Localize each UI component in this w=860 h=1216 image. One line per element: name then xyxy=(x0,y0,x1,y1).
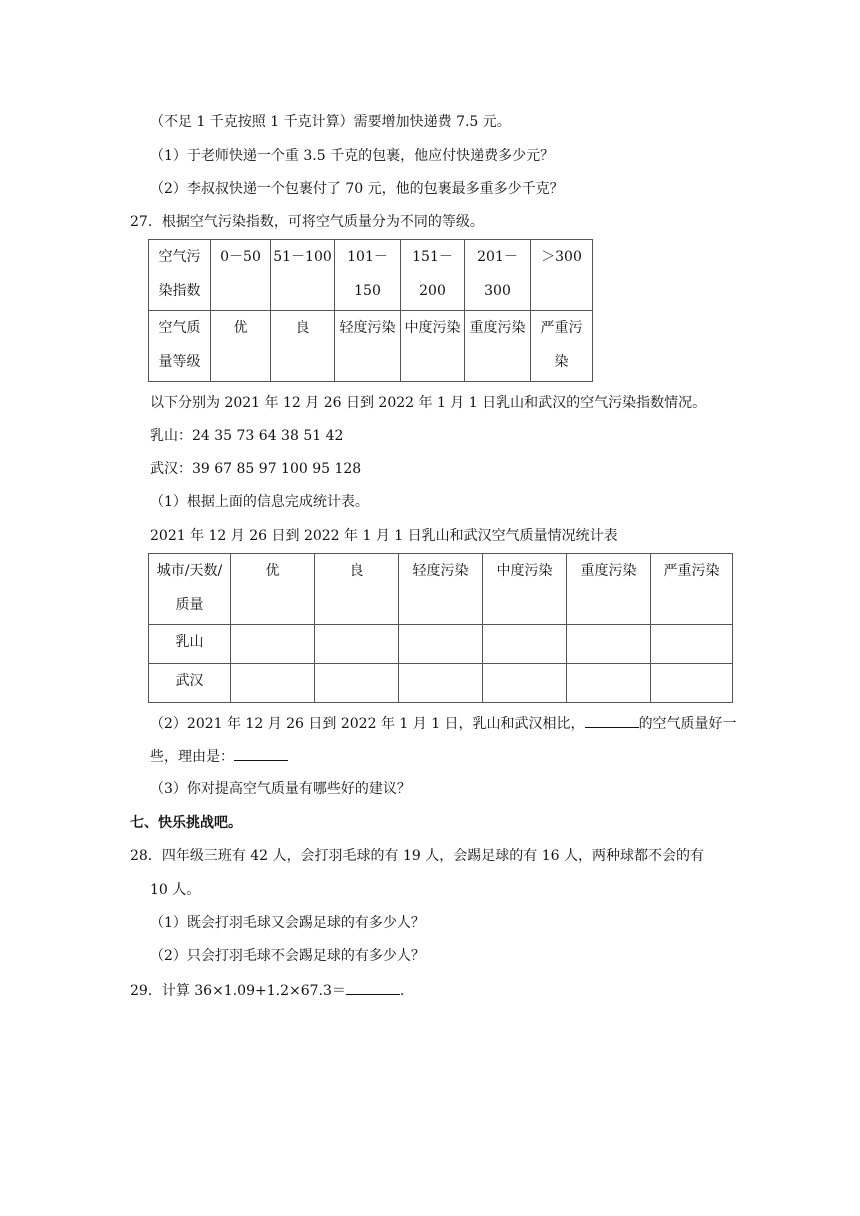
stats-column-header: 优 xyxy=(231,554,315,625)
q28-sub2: （2）只会打羽毛球不会踢足球的有多少人？ xyxy=(150,948,425,964)
q28-stem-line2: 10 人。 xyxy=(150,882,201,898)
level-cell: 轻度污染 xyxy=(335,311,401,382)
level-header-line1: 空气质 xyxy=(158,320,201,336)
wuhan-data: 武汉：39 67 85 97 100 95 128 xyxy=(150,461,362,477)
stats-table-title: 2021 年 12 月 26 日到 2022 年 1 月 1 日乳山和武汉空气质量情况统计表 xyxy=(150,528,618,544)
index-header-line2: 染指数 xyxy=(158,283,201,299)
level-cell: 良 xyxy=(271,311,335,382)
quality-level-row xyxy=(149,311,593,382)
index-header-cell xyxy=(149,240,211,311)
index-range-cell: ＞300 xyxy=(531,240,593,311)
answer-blank-city[interactable] xyxy=(585,713,639,728)
answer-cell[interactable] xyxy=(567,664,651,703)
level-cell: 重度污染 xyxy=(465,311,531,382)
stats-column-header: 中度污染 xyxy=(483,554,567,625)
index-header-line1: 空气污 xyxy=(158,249,201,265)
pollution-index-row xyxy=(149,240,593,311)
answer-cell[interactable] xyxy=(231,664,315,703)
answer-cell[interactable] xyxy=(483,625,567,664)
answer-cell[interactable] xyxy=(315,625,399,664)
q27-sub2-text-b: 的空气质量好一 xyxy=(638,716,737,732)
stats-row-wuhan xyxy=(149,664,733,703)
answer-blank-q29[interactable] xyxy=(346,980,400,995)
corner-line1: 城市/天数/ xyxy=(156,563,223,579)
stats-column-header: 重度污染 xyxy=(567,554,651,625)
index-range-cell: 0－50 xyxy=(211,240,271,311)
corner-line2: 质量 xyxy=(175,597,204,613)
answer-cell[interactable] xyxy=(483,664,567,703)
index-range-cell: 51－100 xyxy=(271,240,335,311)
section-7-title: 七、快乐挑战吧。 xyxy=(130,815,242,831)
level-header-cell xyxy=(149,311,211,382)
index-range-cell: 151－200 xyxy=(401,240,465,311)
last-level-line2: 染 xyxy=(554,354,569,370)
answer-cell[interactable] xyxy=(399,625,483,664)
q28-stem-line1: 28．四年级三班有 42 人，会打羽毛球的有 19 人，会踢足球的有 16 人，两种球都不会的有 xyxy=(130,848,704,864)
answer-cell[interactable] xyxy=(399,664,483,703)
index-range-cell: 201－300 xyxy=(465,240,531,311)
q29-text: 29．计算 36×1.09+1.2×67.3＝ xyxy=(130,983,346,999)
level-header-line2: 量等级 xyxy=(158,354,201,370)
answer-cell[interactable] xyxy=(231,625,315,664)
q27-sub2-line1 xyxy=(150,713,737,734)
q27-data-intro: 以下分别为 2021 年 12 月 26 日到 2022 年 1 月 1 日乳山和武汉的空气污染指数情况。 xyxy=(150,395,707,411)
stats-table xyxy=(148,553,733,703)
stats-row-rushan xyxy=(149,625,733,664)
level-cell: 中度污染 xyxy=(401,311,465,382)
q26-intro-tail: （不足 1 千克按照 1 千克计算）需要增加快递费 7.5 元。 xyxy=(150,114,511,130)
level-cell: 优 xyxy=(211,311,271,382)
q27-sub2-text-c: 些，理由是： xyxy=(150,749,234,765)
answer-cell[interactable] xyxy=(567,625,651,664)
q26-sub2: （2）李叔叔快递一个包裹付了 70 元，他的包裹最多重多少千克？ xyxy=(150,181,564,197)
stats-corner-cell xyxy=(149,554,231,625)
answer-cell[interactable] xyxy=(651,664,733,703)
row-label-wuhan: 武汉 xyxy=(149,664,231,703)
rushan-data: 乳山：24 35 73 64 38 51 42 xyxy=(150,428,344,444)
q27-sub3: （3）你对提高空气质量有哪些好的建议？ xyxy=(150,781,411,797)
row-label-rushan: 乳山 xyxy=(149,625,231,664)
q27-sub2-line2 xyxy=(150,746,288,767)
answer-cell[interactable] xyxy=(315,664,399,703)
q27-sub2-text-a: （2）2021 年 12 月 26 日到 2022 年 1 月 1 日，乳山和武汉相比， xyxy=(150,716,585,732)
q29-stem xyxy=(130,980,404,1001)
level-cell-last xyxy=(531,311,593,382)
last-level-line1: 严重污 xyxy=(540,320,583,336)
pollution-level-table xyxy=(148,239,593,382)
answer-cell[interactable] xyxy=(651,625,733,664)
answer-blank-reason[interactable] xyxy=(234,746,288,761)
index-range-cell: 101－150 xyxy=(335,240,401,311)
stats-column-header: 严重污染 xyxy=(651,554,733,625)
q26-sub1: （1）于老师快递一个重 3.5 千克的包裹，他应付快递费多少元？ xyxy=(150,148,555,164)
q27-sub1: （1）根据上面的信息完成统计表。 xyxy=(150,494,369,510)
stats-column-header: 良 xyxy=(315,554,399,625)
q29-end: . xyxy=(399,983,405,999)
q27-stem: 27．根据空气污染指数，可将空气质量分为不同的等级。 xyxy=(130,214,484,230)
q28-sub1: （1）既会打羽毛球又会踢足球的有多少人？ xyxy=(150,915,425,931)
stats-header-row xyxy=(149,554,733,625)
stats-column-header: 轻度污染 xyxy=(399,554,483,625)
